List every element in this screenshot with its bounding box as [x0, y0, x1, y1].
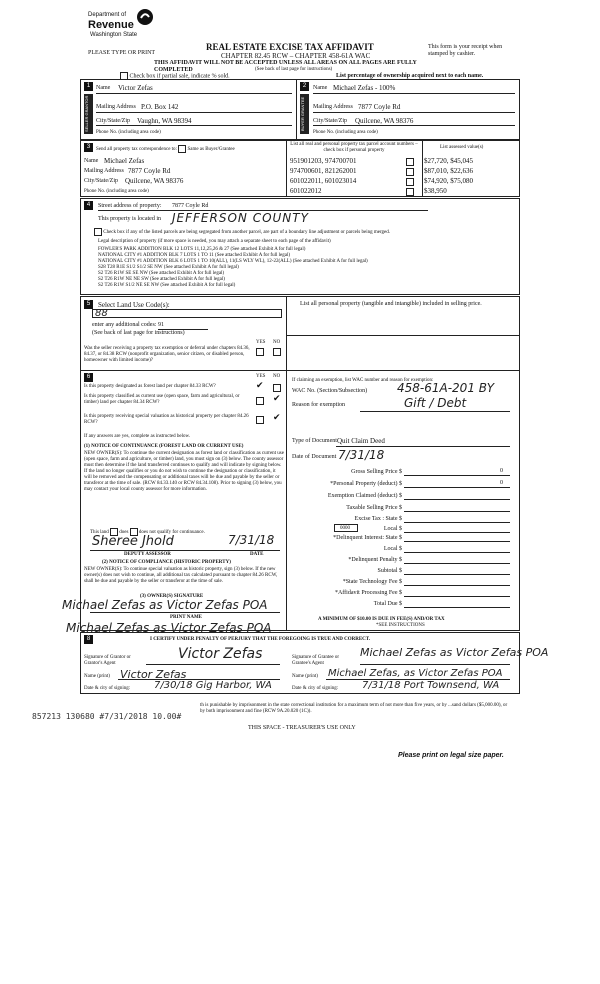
personal-deduct-value[interactable]: 0: [500, 480, 503, 486]
ownership-pct-note: List percentage of ownership acquired next to each name.: [336, 73, 484, 79]
interest-local-label: Local $: [383, 546, 402, 552]
parcel-number[interactable]: 974700601, 821262001: [290, 167, 357, 175]
section-5-marker: 5: [84, 300, 93, 309]
dor-swirl-icon: [136, 8, 154, 26]
perjury-note: th is punishable by imprisonment in the state correctional institution for a maximum term of not more than five years, or by ...sand dollars ($5,000.00), or by both imprisonment and fine (RCW 9A.20.020 (1C)).: [200, 703, 508, 714]
assessed-value[interactable]: $27,720, $45,045: [424, 157, 473, 165]
legal-line[interactable]: S28 T28 R1E S1/2 S1/2 SE NW (See attached Exhibit A for full legal): [98, 265, 239, 270]
grantor-date-label: Date & city of signing:: [84, 686, 131, 691]
street-address[interactable]: 7877 Coyle Rd: [172, 203, 209, 209]
buyer-city-label: City/State/Zip: [313, 118, 347, 124]
see-instructions: *SEE INSTRUCTIONS: [376, 623, 425, 628]
gross-label: Gross Selling Price $: [351, 469, 402, 475]
tax-corr-header: [96, 145, 235, 153]
yes-header: YES: [256, 340, 266, 345]
same-as-buyer-label: Same as Buyer/Grantee: [187, 147, 235, 153]
agency-line2: Revenue: [88, 19, 134, 31]
dor-logo: [88, 6, 158, 42]
agency-line3: Washington State: [90, 32, 138, 38]
seller-address-label: Mailing Address: [96, 104, 136, 110]
seller-phone-label: Phone No. (including area code): [96, 130, 161, 135]
reason-label: Reason for exemption: [292, 402, 345, 408]
corr-name[interactable]: Michael Zefas: [104, 157, 145, 165]
parcel-header: List all real and personal property tax parcel account numbers – check box if personal property: [290, 142, 418, 153]
additional-codes-value[interactable]: 91: [158, 322, 208, 330]
corr-address-label: Mailing Address: [84, 168, 124, 174]
wac-value[interactable]: 458-61A-201 BY: [397, 381, 495, 395]
interest-label: *Delinquent Interest: State $: [333, 535, 402, 541]
legal-label: Legal description of property (if more space is needed, you may attach a separate sheet to each page of the affidavit): [98, 239, 331, 244]
boundary-note: [94, 228, 514, 236]
buyer-side-label: BUYER GRANTEE: [300, 94, 309, 134]
boundary-note-text: Check box if any of the listed parcels are being segregated from another parcel, are part of a boundary line adjustment or parcels being merged.: [103, 230, 390, 236]
legal-line[interactable]: S2 T26 R1W S1/2 NE SE NW (See attached Exhibit A for full legal): [98, 283, 236, 288]
section-4-marker: 4: [84, 201, 93, 210]
personal-property-checkbox[interactable]: [406, 158, 414, 166]
see-back-header: (See back of last page for instructions): [255, 67, 333, 72]
parcel-row: [290, 177, 518, 185]
corr-phone-label: Phone No. (including area code): [84, 189, 149, 194]
penalty-label: *Delinquent Penalty $: [348, 557, 402, 563]
tech-fee-label: *State Technology Fee $: [342, 579, 402, 585]
yes-header-2: YES: [256, 374, 266, 379]
forest-q1-yes-check[interactable]: ✔: [256, 380, 264, 390]
assessed-value[interactable]: $74,920, $75,080: [424, 177, 473, 185]
owner-signature[interactable]: Michael Zefas as Victor Zefas POA: [62, 598, 268, 612]
form-title: REAL ESTATE EXCISE TAX AFFIDAVIT: [206, 42, 374, 52]
agency-line1: Department of: [88, 12, 127, 18]
doc-type[interactable]: Quit Claim Deed: [337, 437, 385, 445]
boundary-checkbox[interactable]: [94, 228, 102, 236]
assessor-date-label: DATE: [250, 552, 264, 557]
legal-line[interactable]: NATIONAL CITY #1 ADDITION BLK 6 LOTS 1 TO 10(ALL), 11(LS WLY WL), 12-22(ALL) (See attached Exhibit A for full legal): [98, 259, 368, 264]
buyer-address-label: Mailing Address: [313, 104, 353, 110]
seller-side-label: SELLER GRANTOR: [84, 94, 93, 134]
section-3-marker: 3: [84, 143, 93, 152]
no-header-2: NO: [273, 374, 281, 379]
location-code: 0000: [340, 526, 350, 531]
seller-name-label: Name: [96, 85, 111, 91]
seller-address[interactable]: P.O. Box 142: [141, 103, 179, 111]
minimum-note: A MINIMUM OF $10.00 IS DUE IN FEE(S) AND/OR TAX: [318, 617, 445, 622]
perjury-heading: I CERTIFY UNDER PENALTY OF PERJURY THAT THE FOREGOING IS TRUE AND CORRECT.: [150, 637, 371, 642]
buyer-name-label: Name: [313, 85, 328, 91]
forest-q3: Is this property receiving special valuation as historical property per chapter 84.26 RCW?: [84, 414, 249, 425]
does-label: does: [119, 530, 129, 536]
legal-paper-note: Please print on legal size paper.: [398, 752, 504, 759]
additional-codes: [92, 322, 208, 330]
grantee-sig-label: Signature of Grantee or Grantee's Agent: [292, 655, 340, 666]
personal-property-checkbox[interactable]: [406, 178, 414, 186]
corr-address[interactable]: 7877 Coyle Rd: [128, 167, 171, 175]
notice2-body: NEW OWNER(S): To continue special valuation as historic property, sign (3) below. If the new owner(s) does not wish to continue, all additional tax calculated pursuant to chapter 84.26 RCW, shall be due and payable by the seller or transferor at the time of sale.: [84, 567, 278, 584]
processing-fee-label: *Affidavit Processing Fee $: [334, 590, 402, 596]
corr-city-label: City/State/Zip: [84, 178, 118, 184]
assessor-signature[interactable]: Sheree Jhold: [92, 534, 174, 549]
owner-sig-label: (3) OWNER(S) SIGNATURE: [140, 594, 204, 599]
county[interactable]: JEFFERSON COUNTY: [172, 211, 309, 225]
buyer-address[interactable]: 7877 Coyle Rd: [358, 103, 401, 111]
assessor-date[interactable]: 7/31/18: [228, 533, 275, 547]
forest-q3-yes-checkbox[interactable]: [256, 416, 264, 424]
does-not-label: does not qualify for continuance.: [138, 530, 205, 536]
corr-name-label: Name: [84, 158, 99, 164]
land-use-label: Select Land Use Code(s):: [98, 301, 170, 309]
forest-q2-no-check[interactable]: ✔: [273, 393, 281, 403]
grantor-name[interactable]: Victor Zefas: [120, 668, 187, 681]
forest-q2-yes-checkbox[interactable]: [256, 397, 264, 405]
buyer-city[interactable]: Quilcene, WA 98376: [355, 117, 414, 125]
seller-city-label: City/State/Zip: [96, 118, 130, 124]
partial-sale-label: Check box if partial sale, indicate % sold.: [129, 73, 230, 80]
form-chapter: CHAPTER 82.45 RCW – CHAPTER 458-61A WAC: [221, 52, 371, 60]
additional-codes-label: enter any additional codes:: [92, 322, 157, 328]
grantor-name-label: Name (print): [84, 674, 110, 679]
seller-city[interactable]: Vaughn, WA 98394: [137, 117, 192, 125]
assessor-label: DEPUTY ASSESSOR: [124, 552, 171, 557]
tax-corr-header-text: Send all property tax correspondence to:: [96, 147, 177, 153]
grantee-name[interactable]: Michael Zefas, as Victor Zefas POA: [328, 668, 503, 679]
please-type: PLEASE TYPE OR PRINT: [88, 50, 156, 56]
receipt-note: This form is your receipt when stamped by cashier.: [428, 44, 503, 57]
section-6-marker: 6: [84, 373, 93, 382]
parcel-number[interactable]: 601022011, 601023014: [290, 177, 357, 185]
parcel-row: [290, 157, 518, 165]
personal-property-checkbox[interactable]: [406, 188, 414, 196]
doc-date-label: Date of Document: [292, 454, 337, 460]
legal-line[interactable]: NATIONAL CITY #1 ADDITION BLK 7 LOTS 1 TO 11 (See attached Exhibit A for full legal): [98, 253, 291, 258]
notice2-title: (2) NOTICE OF COMPLIANCE (HISTORIC PROPERTY): [102, 560, 231, 565]
form-warning: THIS AFFIDAVIT WILL NOT BE ACCEPTED UNLESS ALL AREAS ON ALL PAGES ARE FULLY COMPLETED: [154, 60, 417, 73]
notice1-body: NEW OWNER(S): To continue the current designation as forest land or classification as current use (open space, farm and agriculture, or timber) land, you must sign on (3) below. The county assessor must then determine if the land transferred continues to qualify and will indicate by signing below. If the land no longer qualifies or you do not wish to continue the designation or classification, it will be removed and the compensating or additional taxes will be due and payable by the seller or transferor at the time of sale. (RCW 84.33.140 or RCW 84.34.108). Prior to signing (3) below, you may contact your local county assessor for more information.: [84, 451, 284, 492]
corr-city[interactable]: Quilcene, WA 98376: [125, 177, 184, 185]
assessed-value[interactable]: $38,950: [424, 187, 447, 195]
parcel-row: [290, 187, 518, 195]
doc-type-label: Type of Document: [292, 438, 337, 444]
land-use-see-back: (See back of last page for instructions): [92, 330, 185, 336]
section-2-marker: 2: [300, 82, 309, 91]
treasurer-note: THIS SPACE - TREASURER'S USE ONLY: [248, 725, 356, 731]
forest-q3-no-check[interactable]: ✔: [273, 412, 281, 422]
section-1-marker: 1: [84, 82, 93, 91]
buyer-name[interactable]: Michael Zefas - 100%: [333, 84, 396, 92]
total-due-label: Total Due $: [373, 601, 402, 607]
exemption-no-checkbox[interactable]: [273, 348, 281, 356]
buyer-phone-label: Phone No. (including area code): [313, 130, 378, 135]
grantor-date[interactable]: 7/30/18 Gig Harbor, WA: [154, 680, 272, 691]
personal-property-checkbox[interactable]: [406, 168, 414, 176]
subtotal-label: Subtotal $: [377, 568, 402, 574]
reason-value[interactable]: Gift / Debt: [404, 396, 467, 410]
grantee-date[interactable]: 7/31/18 Port Townsend, WA: [362, 680, 500, 691]
taxable-label: Taxable Selling Price $: [346, 505, 402, 511]
legal-line[interactable]: S2 T26 R1W NE NE SW (See attached Exhibit A for full legal): [98, 277, 225, 282]
legal-line[interactable]: S2 T26 R1W SE SE NW (See attached Exhibit A for full legal): [98, 271, 225, 276]
parcel-number[interactable]: 951901203, 974700701: [290, 157, 357, 165]
exemption-claim-label: If claiming an exemption, list WAC number and reason for exemption:: [292, 378, 434, 383]
personal-deduct-label: *Personal Property (deduct) $: [330, 481, 402, 487]
this-land-label: This land: [90, 530, 109, 536]
notice1-title: (1) NOTICE OF CONTINUANCE (FOREST LAND OR CURRENT USE): [84, 444, 244, 449]
located-label: This property is located in: [98, 216, 161, 222]
forest-q1: Is this property designated as forest land per chapter 84.33 RCW?: [84, 384, 216, 389]
exemption-question: Was the seller receiving a property tax exemption or deferral under chapters 84.36, 84.37, or 84.38 RCW (nonprofit organization, senior citizen, or disabled person, homeowner with limited income)?: [84, 346, 250, 363]
personal-property-list-label: List all personal property (tangible and intangible) included in selling price.: [300, 301, 482, 307]
wac-label: WAC No. (Section/Subsection): [292, 388, 368, 394]
print-name[interactable]: Michael Zefas as Victor Zefas POA: [66, 621, 272, 635]
forest-q1-no-checkbox[interactable]: [273, 384, 281, 392]
grantor-signature[interactable]: Victor Zefas: [178, 646, 263, 662]
local-label: Local $: [383, 526, 402, 532]
gross-value[interactable]: 0: [500, 468, 503, 474]
doc-date[interactable]: 7/31/18: [338, 448, 385, 462]
parcel-number[interactable]: 601022012: [290, 187, 322, 195]
receipt-stamp: 857213 130680 #7/31/2018 10.00#: [32, 712, 182, 721]
land-use-input[interactable]: [92, 309, 282, 318]
assessed-header: List assessed value(s): [440, 145, 484, 150]
grantee-date-label: Date & city of signing:: [292, 686, 339, 691]
street-label: Street address of property:: [98, 203, 162, 209]
parcel-row: [290, 167, 518, 175]
location-code-box[interactable]: [334, 524, 358, 532]
forest-q2: Is this property classified as current use (open space, farm and agricultural, or timber) land per chapter 84.34 RCW?: [84, 394, 240, 405]
forest-instruction: If any answers are yes, complete as instructed below.: [84, 434, 191, 439]
exemption-deduct-label: Exemption Claimed (deduct) $: [327, 493, 402, 499]
grantee-name-label: Name (print): [292, 674, 318, 679]
same-as-buyer-checkbox[interactable]: [178, 145, 186, 153]
no-header: NO: [273, 340, 281, 345]
grantor-sig-label: Signature of Grantor or Grantor's Agent: [84, 655, 131, 666]
section-8-marker: 8: [84, 635, 93, 644]
land-use-code: 88: [95, 308, 108, 319]
exemption-yes-checkbox[interactable]: [256, 348, 264, 356]
assessed-value[interactable]: $87,010, $22,636: [424, 167, 473, 175]
seller-name[interactable]: Victor Zefas: [118, 84, 153, 92]
print-name-label: PRINT NAME: [170, 615, 202, 620]
legal-line[interactable]: FOWLER'S PARK ADDITION BLK 12 LOTS 11,12,25,26 & 27 (See attached Exhibit A for full legal): [98, 247, 306, 252]
grantee-signature[interactable]: Michael Zefas as Victor Zefas POA: [360, 646, 549, 659]
excise-label: Excise Tax : State $: [354, 516, 402, 522]
